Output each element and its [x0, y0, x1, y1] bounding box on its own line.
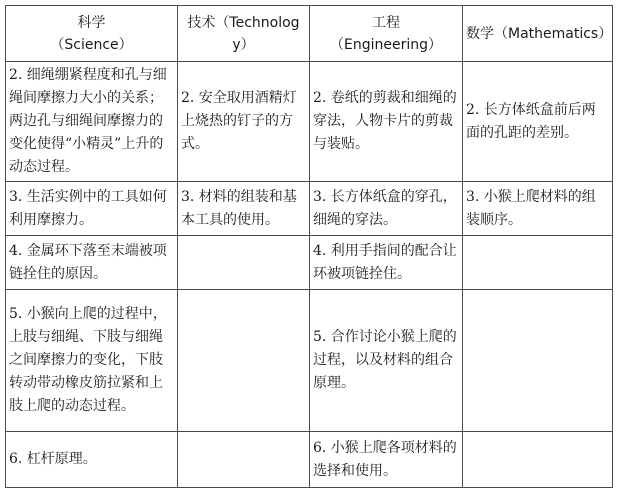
header-mathematics: [463, 6, 613, 62]
header-engineering: [310, 6, 463, 62]
cell-mathematics: 3. 小猴上爬材料的组装顺序。: [463, 182, 613, 236]
table-row: [6, 62, 613, 182]
header-science-subtitle: （Science）: [50, 36, 133, 53]
cell-technology: [178, 236, 310, 290]
header-science-title: 科学: [77, 14, 106, 31]
header-science: [6, 6, 178, 62]
table-row: [6, 290, 613, 432]
cell-engineering: 6. 小猴上爬各项材料的选择和使用。: [310, 432, 463, 488]
cell-science: 6. 杠杆原理。: [6, 432, 178, 488]
cell-technology: [178, 432, 310, 488]
header-engineering-subtitle: （Engineering）: [330, 36, 442, 53]
table-row: [6, 432, 613, 488]
cell-technology: 3. 材料的组装和基本工具的使用。: [178, 182, 310, 236]
cell-technology: 2. 安全取用酒精灯上烧热的钉子的方式。: [178, 62, 310, 182]
table-header-row: [6, 6, 613, 62]
cell-science: 3. 生活实例中的工具如何利用摩擦力。: [6, 182, 178, 236]
cell-mathematics: [463, 236, 613, 290]
cell-engineering: 3. 长方体纸盒的穿孔，细绳的穿法。: [310, 182, 463, 236]
header-mathematics-title: 数学（Mathematics）: [466, 25, 613, 42]
header-technology-title: 技术（Technology）: [187, 14, 300, 53]
cell-engineering: 4. 利用手指间的配合让环被项链拴住。: [310, 236, 463, 290]
cell-engineering: 2. 卷纸的剪裁和细绳的穿法，人物卡片的剪裁与装贴。: [310, 62, 463, 182]
cell-science: 5. 小猴向上爬的过程中，上肢与细绳、下肢与细绳之间摩擦力的变化，下肢转动带动橡皮筋拉紧和上肢上爬的动态过程。: [6, 290, 178, 432]
cell-mathematics: 2. 长方体纸盒前后两面的孔距的差别。: [463, 62, 613, 182]
table-row: [6, 182, 613, 236]
stem-comparison-table: [5, 5, 613, 488]
cell-technology: [178, 290, 310, 432]
cell-mathematics: [463, 432, 613, 488]
cell-engineering: 5. 合作讨论小猴上爬的过程，以及材料的组合原理。: [310, 290, 463, 432]
cell-mathematics: [463, 290, 613, 432]
cell-science: 4. 金属环下落至末端被项链拴住的原因。: [6, 236, 178, 290]
header-engineering-title: 工程: [372, 14, 400, 31]
cell-science: 2. 细绳绷紧程度和孔与细绳间摩擦力大小的关系；两边孔与细绳间摩擦力的变化使得“小精灵”上升的动态过程。: [6, 62, 178, 182]
table-row: [6, 236, 613, 290]
header-technology: [178, 6, 310, 62]
